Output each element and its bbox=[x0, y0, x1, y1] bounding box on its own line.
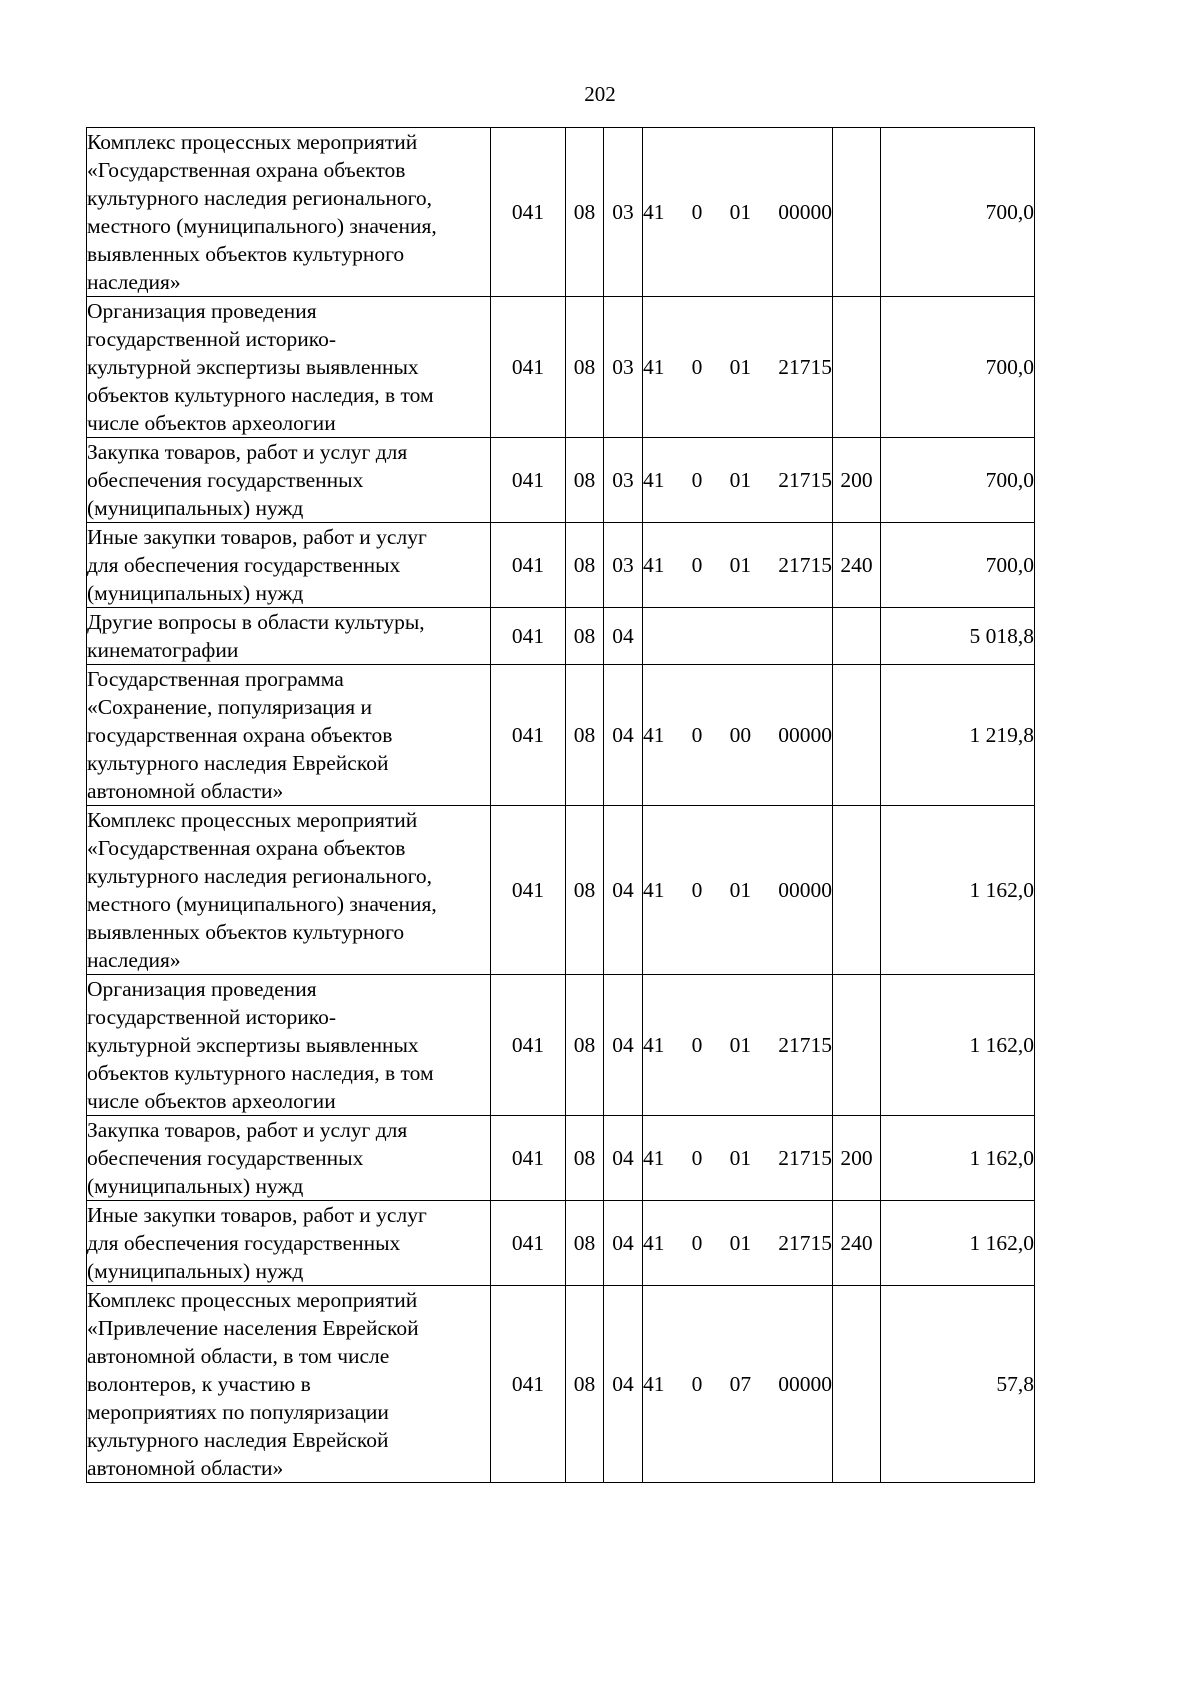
direction-code: 00000 bbox=[778, 878, 832, 902]
target-item-code bbox=[643, 1201, 833, 1286]
page-number: 202 bbox=[584, 82, 616, 106]
item-name bbox=[87, 1286, 491, 1483]
item-name-line: автономной области» bbox=[87, 779, 284, 803]
target-item-code bbox=[643, 438, 833, 523]
section-code: 08 bbox=[566, 1116, 604, 1201]
item-name-line: числе объектов археологии bbox=[87, 411, 336, 435]
amount: 1 219,8 bbox=[881, 665, 1035, 806]
ministry-code: 041 bbox=[491, 1116, 566, 1201]
section-code: 08 bbox=[566, 1201, 604, 1286]
ministry-code: 041 bbox=[491, 806, 566, 975]
section-code: 08 bbox=[566, 128, 604, 297]
item-name-line: местного (муниципального) значения, bbox=[87, 892, 437, 916]
section-code: 08 bbox=[566, 975, 604, 1116]
item-name bbox=[87, 1116, 491, 1201]
program-code: 41 bbox=[643, 1033, 665, 1057]
ministry-code: 041 bbox=[491, 297, 566, 438]
section-code: 08 bbox=[566, 806, 604, 975]
item-name-line: государственной историко- bbox=[87, 327, 337, 351]
item-name-line: объектов культурного наследия, в том bbox=[87, 1061, 434, 1085]
section-code: 08 bbox=[566, 438, 604, 523]
item-name-line: «Сохранение, популяризация и bbox=[87, 695, 372, 719]
item-name-line: государственная охрана объектов bbox=[87, 723, 393, 747]
item-name-line: обеспечения государственных bbox=[87, 1146, 364, 1170]
expense-type-code: 200 bbox=[833, 1116, 881, 1201]
subprogram-code: 0 bbox=[691, 1033, 703, 1057]
amount: 1 162,0 bbox=[881, 975, 1035, 1116]
item-name-line: объектов культурного наследия, в том bbox=[87, 383, 434, 407]
program-code: 41 bbox=[643, 1231, 665, 1255]
event-code: 01 bbox=[729, 553, 752, 577]
amount: 700,0 bbox=[881, 523, 1035, 608]
item-name-line: Комплекс процессных мероприятий bbox=[87, 1288, 418, 1312]
expense-type-code bbox=[833, 297, 881, 438]
subsection-code: 04 bbox=[604, 1201, 643, 1286]
target-item-code bbox=[643, 297, 833, 438]
table-row bbox=[87, 608, 1035, 665]
expense-type-code bbox=[833, 975, 881, 1116]
amount: 1 162,0 bbox=[881, 806, 1035, 975]
subsection-code: 03 bbox=[604, 438, 643, 523]
expense-type-code bbox=[833, 806, 881, 975]
section-code: 08 bbox=[566, 297, 604, 438]
table-row bbox=[87, 1201, 1035, 1286]
expense-type-code bbox=[833, 665, 881, 806]
item-name bbox=[87, 128, 491, 297]
program-code: 41 bbox=[643, 1146, 665, 1170]
target-item-code bbox=[643, 1286, 833, 1483]
table-row bbox=[87, 665, 1035, 806]
item-name-line: числе объектов археологии bbox=[87, 1089, 336, 1113]
item-name-line: Комплекс процессных мероприятий bbox=[87, 808, 418, 832]
item-name-line: выявленных объектов культурного bbox=[87, 242, 405, 266]
item-name-line: выявленных объектов культурного bbox=[87, 920, 405, 944]
item-name-line: культурного наследия регионального, bbox=[87, 186, 433, 210]
item-name-line: Комплекс процессных мероприятий bbox=[87, 130, 418, 154]
table-row bbox=[87, 128, 1035, 297]
ministry-code: 041 bbox=[491, 608, 566, 665]
item-name-line: Другие вопросы в области культуры, bbox=[87, 610, 425, 634]
item-name bbox=[87, 665, 491, 806]
table-row bbox=[87, 438, 1035, 523]
item-name bbox=[87, 297, 491, 438]
program-code: 41 bbox=[643, 1372, 665, 1396]
section-code: 08 bbox=[566, 608, 604, 665]
item-name-line: автономной области, в том числе bbox=[87, 1344, 390, 1368]
ministry-code: 041 bbox=[491, 523, 566, 608]
event-code: 01 bbox=[729, 878, 752, 902]
item-name-line: наследия» bbox=[87, 948, 181, 972]
item-name-line: культурного наследия Еврейской bbox=[87, 1428, 389, 1452]
subprogram-code: 0 bbox=[691, 1372, 703, 1396]
item-name-line: культурной экспертизы выявленных bbox=[87, 355, 419, 379]
subprogram-code: 0 bbox=[691, 1146, 703, 1170]
table-row bbox=[87, 1286, 1035, 1483]
table-row bbox=[87, 975, 1035, 1116]
program-code: 41 bbox=[643, 468, 665, 492]
item-name-line: «Государственная охрана объектов bbox=[87, 158, 406, 182]
ministry-code: 041 bbox=[491, 665, 566, 806]
subprogram-code: 0 bbox=[691, 723, 703, 747]
item-name-line: автономной области» bbox=[87, 1456, 284, 1480]
item-name-line: «Государственная охрана объектов bbox=[87, 836, 406, 860]
item-name-line: Организация проведения bbox=[87, 977, 317, 1001]
expense-type-code: 240 bbox=[833, 1201, 881, 1286]
amount: 1 162,0 bbox=[881, 1116, 1035, 1201]
table-row bbox=[87, 806, 1035, 975]
item-name-line: Закупка товаров, работ и услуг для bbox=[87, 440, 408, 464]
expense-type-code: 200 bbox=[833, 438, 881, 523]
subprogram-code: 0 bbox=[691, 553, 703, 577]
program-code: 41 bbox=[643, 200, 665, 224]
ministry-code: 041 bbox=[491, 975, 566, 1116]
item-name-line: Государственная программа bbox=[87, 667, 344, 691]
subprogram-code: 0 bbox=[691, 200, 703, 224]
event-code: 01 bbox=[729, 1146, 752, 1170]
subsection-code: 03 bbox=[604, 297, 643, 438]
subsection-code: 04 bbox=[604, 608, 643, 665]
amount: 5 018,8 bbox=[881, 608, 1035, 665]
item-name-line: (муниципальных) нужд bbox=[87, 496, 304, 520]
expense-type-code bbox=[833, 1286, 881, 1483]
section-code: 08 bbox=[566, 523, 604, 608]
item-name-line: местного (муниципального) значения, bbox=[87, 214, 437, 238]
target-item-code bbox=[643, 665, 833, 806]
item-name-line: Иные закупки товаров, работ и услуг bbox=[87, 525, 427, 549]
direction-code: 21715 bbox=[778, 553, 832, 577]
item-name-line: Закупка товаров, работ и услуг для bbox=[87, 1118, 408, 1142]
event-code: 07 bbox=[729, 1372, 752, 1396]
event-code: 01 bbox=[729, 468, 752, 492]
item-name bbox=[87, 1201, 491, 1286]
subprogram-code: 0 bbox=[691, 878, 703, 902]
item-name-line: (муниципальных) нужд bbox=[87, 1259, 304, 1283]
event-code: 01 bbox=[729, 1033, 752, 1057]
program-code: 41 bbox=[643, 553, 665, 577]
target-item-code bbox=[643, 128, 833, 297]
item-name bbox=[87, 523, 491, 608]
expense-type-code bbox=[833, 608, 881, 665]
item-name bbox=[87, 806, 491, 975]
direction-code: 21715 bbox=[778, 1033, 832, 1057]
section-code: 08 bbox=[566, 1286, 604, 1483]
direction-code: 21715 bbox=[778, 355, 832, 379]
target-item-code bbox=[643, 806, 833, 975]
target-item-code bbox=[643, 1116, 833, 1201]
subsection-code: 04 bbox=[604, 1286, 643, 1483]
item-name-line: культурного наследия регионального, bbox=[87, 864, 433, 888]
subsection-code: 04 bbox=[604, 806, 643, 975]
ministry-code: 041 bbox=[491, 128, 566, 297]
item-name-line: волонтеров, к участию в bbox=[87, 1372, 311, 1396]
item-name-line: государственной историко- bbox=[87, 1005, 337, 1029]
item-name-line: обеспечения государственных bbox=[87, 468, 364, 492]
item-name bbox=[87, 608, 491, 665]
event-code: 01 bbox=[729, 355, 752, 379]
amount: 57,8 bbox=[881, 1286, 1035, 1483]
event-code: 00 bbox=[729, 723, 752, 747]
direction-code: 21715 bbox=[778, 1146, 832, 1170]
ministry-code: 041 bbox=[491, 1201, 566, 1286]
expense-type-code: 240 bbox=[833, 523, 881, 608]
item-name-line: для обеспечения государственных bbox=[87, 553, 401, 577]
event-code: 01 bbox=[729, 200, 752, 224]
subsection-code: 03 bbox=[604, 523, 643, 608]
direction-code: 00000 bbox=[778, 200, 832, 224]
subprogram-code: 0 bbox=[691, 1231, 703, 1255]
item-name bbox=[87, 975, 491, 1116]
expense-type-code bbox=[833, 128, 881, 297]
budget-table bbox=[86, 127, 1035, 1483]
item-name-line: для обеспечения государственных bbox=[87, 1231, 401, 1255]
item-name-line: кинематографии bbox=[87, 638, 239, 662]
table-row bbox=[87, 523, 1035, 608]
section-code: 08 bbox=[566, 665, 604, 806]
target-item-code bbox=[643, 523, 833, 608]
subsection-code: 03 bbox=[604, 128, 643, 297]
item-name-line: культурной экспертизы выявленных bbox=[87, 1033, 419, 1057]
subsection-code: 04 bbox=[604, 1116, 643, 1201]
amount: 700,0 bbox=[881, 438, 1035, 523]
item-name-line: наследия» bbox=[87, 270, 181, 294]
ministry-code: 041 bbox=[491, 1286, 566, 1483]
item-name-line: Иные закупки товаров, работ и услуг bbox=[87, 1203, 427, 1227]
subsection-code: 04 bbox=[604, 975, 643, 1116]
item-name-line: мероприятиях по популяризации bbox=[87, 1400, 389, 1424]
subprogram-code: 0 bbox=[691, 355, 703, 379]
program-code: 41 bbox=[643, 878, 665, 902]
direction-code: 21715 bbox=[778, 1231, 832, 1255]
event-code: 01 bbox=[729, 1231, 752, 1255]
amount: 700,0 bbox=[881, 297, 1035, 438]
amount: 700,0 bbox=[881, 128, 1035, 297]
program-code: 41 bbox=[643, 723, 665, 747]
item-name-line: культурного наследия Еврейской bbox=[87, 751, 389, 775]
item-name-line: Организация проведения bbox=[87, 299, 317, 323]
target-item-code bbox=[643, 975, 833, 1116]
program-code: 41 bbox=[643, 355, 665, 379]
item-name-line: «Привлечение населения Еврейской bbox=[87, 1316, 419, 1340]
item-name-line: (муниципальных) нужд bbox=[87, 1174, 304, 1198]
subprogram-code: 0 bbox=[691, 468, 703, 492]
direction-code: 00000 bbox=[778, 723, 832, 747]
item-name bbox=[87, 438, 491, 523]
ministry-code: 041 bbox=[491, 438, 566, 523]
direction-code: 21715 bbox=[778, 468, 832, 492]
target-item-code bbox=[643, 608, 833, 665]
subsection-code: 04 bbox=[604, 665, 643, 806]
table-row bbox=[87, 297, 1035, 438]
amount: 1 162,0 bbox=[881, 1201, 1035, 1286]
direction-code: 00000 bbox=[778, 1372, 832, 1396]
table-row bbox=[87, 1116, 1035, 1201]
item-name-line: (муниципальных) нужд bbox=[87, 581, 304, 605]
